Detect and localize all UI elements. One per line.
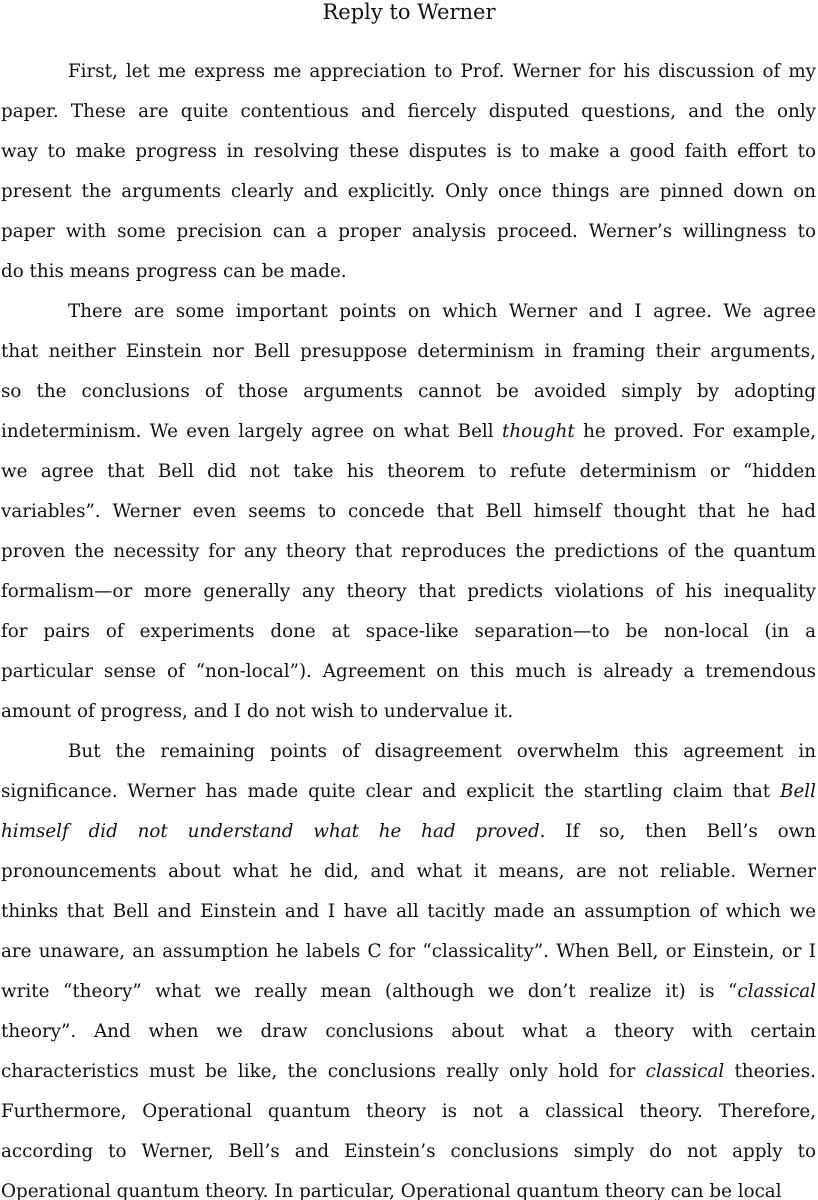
- text-segment: proven the necessity for any theory that reproduces the predictions of the quantum: [1, 541, 816, 562]
- italic-text: classical: [645, 1061, 725, 1082]
- text-line: [1, 1012, 816, 1052]
- text-line: [1, 332, 816, 372]
- text-line: [1, 852, 816, 892]
- text-segment: thinks that Bell and Einstein and I have all tacitly made an assumption of which we: [1, 901, 816, 922]
- text-line: [1, 172, 816, 212]
- text-segment: First, let me express me appreciation to Prof. Werner for his discussion of my: [68, 61, 816, 82]
- text-segment: particular sense of “non-local”). Agreement on this much is already a tremendous: [1, 661, 816, 682]
- text-segment: Operational quantum theory. In particular, Operational quantum theory can be local: [1, 1181, 782, 1200]
- text-line: [1, 972, 816, 1012]
- text-segment: amount of progress, and I do not wish to undervalue it.: [1, 701, 514, 722]
- text-segment: theory”. And when we draw conclusions about what a theory with certain: [1, 1021, 816, 1042]
- text-line: [1, 412, 816, 452]
- text-line: [1, 52, 816, 92]
- text-segment: characteristics must be like, the conclusions really only hold for: [1, 1061, 646, 1082]
- text-line: [1, 932, 816, 972]
- text-segment: variables”. Werner even seems to concede that Bell himself thought that he had: [1, 501, 816, 522]
- text-segment: pronouncements about what he did, and what it means, are not reliable. Werner: [1, 861, 816, 882]
- text-line: [1, 1172, 816, 1200]
- text-segment: way to make progress in resolving these disputes is to make a good faith effort to: [1, 141, 816, 162]
- text-segment: . If so, then Bell’s own: [539, 821, 816, 842]
- text-line: [1, 1092, 816, 1132]
- text-segment: present the arguments clearly and explicitly. Only once things are pinned down on: [1, 181, 816, 202]
- italic-text: thought: [501, 421, 575, 442]
- text-segment: theories.: [724, 1061, 816, 1082]
- text-line: [1, 572, 816, 612]
- text-segment: paper with some precision can a proper analysis proceed. Werner’s willingness to: [1, 221, 816, 242]
- text-segment: we agree that Bell did not take his theorem to refute determinism or “hidden: [1, 461, 816, 482]
- text-line: [1, 452, 816, 492]
- italic-text: classical: [737, 981, 816, 1002]
- text-line: [1, 532, 816, 572]
- paragraph: [1, 732, 816, 1200]
- text-line: [1, 812, 816, 852]
- text-line: [1, 652, 816, 692]
- text-line: [1, 1132, 816, 1172]
- paragraph: [1, 52, 816, 292]
- text-line: [1, 492, 816, 532]
- italic-text: Bell: [780, 781, 816, 802]
- text-line: [1, 252, 816, 292]
- text-line: [1, 1052, 816, 1092]
- text-segment: formalism—or more generally any theory that predicts violations of his inequality: [1, 581, 816, 602]
- document-title: Reply to Werner: [322, 0, 496, 24]
- text-segment: so the conclusions of those arguments cannot be avoided simply by adopting: [1, 381, 816, 402]
- text-line: [1, 892, 816, 932]
- text-line: [1, 132, 816, 172]
- text-segment: paper. These are quite contentious and fiercely disputed questions, and the only: [1, 101, 816, 122]
- text-segment: significance. Werner has made quite clear and explicit the startling claim that: [1, 781, 781, 802]
- text-segment: according to Werner, Bell’s and Einstein’s conclusions simply do not apply to: [1, 1141, 816, 1162]
- text-line: [1, 92, 816, 132]
- text-line: [1, 772, 816, 812]
- text-segment: do this means progress can be made.: [1, 261, 347, 282]
- text-segment: There are some important points on which Werner and I agree. We agree: [68, 301, 816, 322]
- text-line: [1, 692, 816, 732]
- text-segment: write “theory” what we really mean (although we don’t realize it) is “: [1, 981, 738, 1002]
- text-segment: that neither Einstein nor Bell presuppose determinism in framing their arguments,: [1, 341, 816, 362]
- text-segment: indeterminism. We even largely agree on what Bell: [1, 421, 502, 442]
- text-segment: are unaware, an assumption he labels C for “classicality”. When Bell, or Einstein, or I: [1, 941, 816, 962]
- text-line: [1, 612, 816, 652]
- document-body: [1, 52, 816, 1200]
- text-line: [1, 212, 816, 252]
- text-segment: for pairs of experiments done at space-like separation—to be non-local (in a: [1, 621, 816, 642]
- text-segment: he proved. For example,: [574, 421, 816, 442]
- text-line: [1, 732, 816, 772]
- text-segment: But the remaining points of disagreement overwhelm this agreement in: [68, 741, 816, 762]
- text-line: [1, 292, 816, 332]
- text-line: [1, 372, 816, 412]
- text-segment: Furthermore, Operational quantum theory is not a classical theory. Therefore,: [1, 1101, 816, 1122]
- italic-text: himself did not understand what he had proved: [1, 821, 540, 842]
- paragraph: [1, 292, 816, 732]
